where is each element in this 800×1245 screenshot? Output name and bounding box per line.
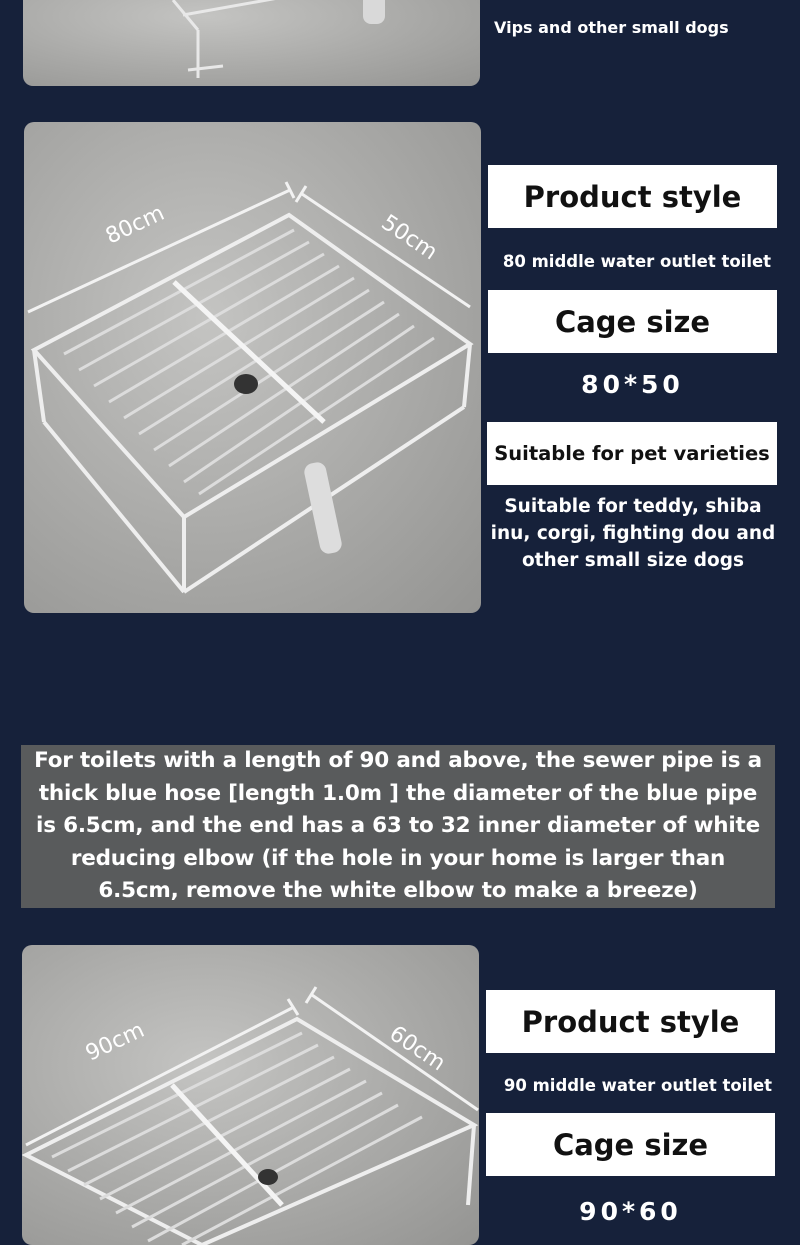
product-style-value-80: 80 middle water outlet toilet xyxy=(502,252,772,271)
cage-size-value-90: 90*60 xyxy=(579,1197,682,1226)
product-style-heading-80: Product style xyxy=(488,165,777,228)
product-photo-90 xyxy=(22,945,479,1245)
cage-size-value-80: 80*50 xyxy=(581,370,684,399)
hose-notice-text: For toilets with a length of 90 and above, the sewer pipe is a thick blue hose [length 1.0m ] the diameter of the blue pipe is 6.5cm, and the end has a 63 to 32 inner diameter of white reducing elbow (if the hole in your home is larger than 6.5cm, remove the white elbow to make a breeze) xyxy=(34,748,762,904)
product-photo-top xyxy=(23,0,480,86)
length-label: 80cm xyxy=(101,200,169,250)
cage-illustration-top xyxy=(23,0,480,86)
hose-notice-banner xyxy=(21,745,775,908)
width-label: 60cm xyxy=(384,1021,450,1077)
product-style-value-90: 90 middle water outlet toilet xyxy=(503,1076,773,1095)
product-photo-80 xyxy=(24,122,481,613)
cage-illustration-90 xyxy=(22,945,479,1245)
pet-varieties-value-80: Suitable for teddy, shiba inu, corgi, fighting dou and other small size dogs xyxy=(490,496,776,571)
width-label: 50cm xyxy=(376,210,442,266)
top-caption: Vips and other small dogs xyxy=(494,18,729,37)
cage-size-heading-80: Cage size xyxy=(488,290,777,353)
cage-illustration-80 xyxy=(24,122,481,613)
cage-size-heading-90: Cage size xyxy=(486,1113,775,1176)
pet-varieties-heading-80: Suitable for pet varieties xyxy=(487,422,777,485)
length-label: 90cm xyxy=(81,1017,149,1067)
product-style-heading-90: Product style xyxy=(486,990,775,1053)
